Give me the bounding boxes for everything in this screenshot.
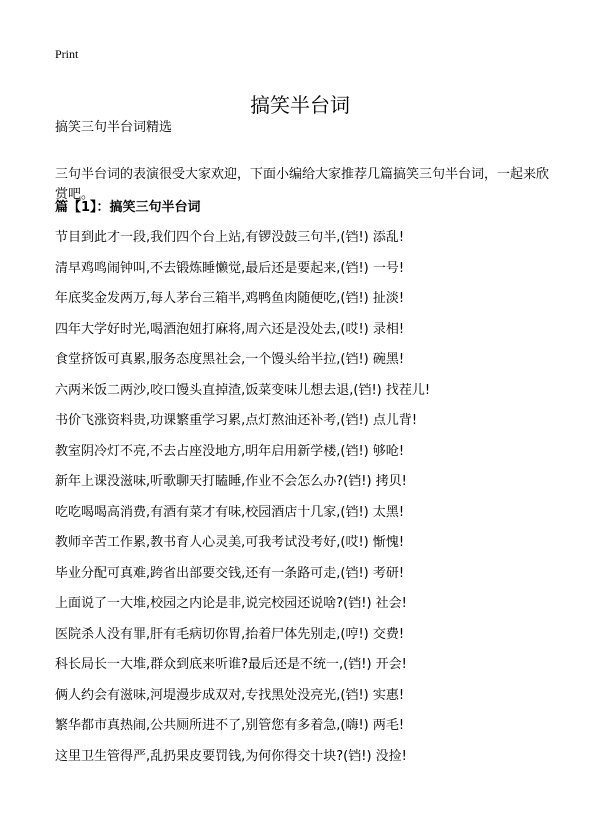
print-label: Print [55, 47, 79, 61]
section-heading: 篇【1】：搞笑三句半台词 [55, 200, 201, 215]
lyric-line: 上面说了一大堆,校园之内论是非,说完校园还说啥?(铛!) 社会! [55, 596, 407, 611]
lyric-line: 书价飞涨资料贵,功课繁重学习累,点灯熬油还补考,(铛!) 点儿背! [55, 413, 418, 428]
lyric-line: 年底奖金发两万,每人茅台三箱半,鸡鸭鱼肉随便吃,(铛!) 扯淡! [55, 291, 405, 306]
lyric-line: 医院杀人没有罪,肝有毛病切你胃,抬着尸体先别走,(哼!) 交费! [55, 626, 405, 642]
lyric-line: 节目到此才一段,我们四个台上站,有锣没鼓三句半,(铛!) 添乱! [55, 230, 405, 245]
lyric-line: 食堂挤饭可真累,服务态度黑社会,一个馒头给半拉,(铛!) 碗黑! [55, 352, 405, 367]
lyric-line: 科长局长一大堆,群众到底来听谁?最后还是不统一,(铛!) 开会! [55, 657, 407, 672]
lyric-line: 毕业分配可真难,跨省出部要交钱,还有一条路可走,(铛!) 考研! [55, 565, 405, 581]
lyric-line: 教师辛苦工作累,教书育人心灵美,可我考试没考好,(哎!) 惭愧! [55, 535, 405, 550]
intro-paragraph: 三句半台词的表演很受大家欢迎，下面小编给大家推荐几篇搞笑三句半台词，一起来欣赏吧。 [55, 167, 550, 202]
lyric-line: 教室阴冷灯不亮,不去占座没地方,明年启用新学楼,(铛!) 够呛! [55, 443, 405, 459]
lyric-line: 俩人约会有滋味,河堤漫步成双对,专找黑处没亮光,(铛!) 实惠! [55, 687, 405, 703]
lyric-list [55, 230, 555, 779]
lyric-line: 吃吃喝喝高消费,有酒有菜才有味,校园酒店十几家,(铛!) 太黑! [55, 504, 405, 520]
lyric-line: 这里卫生管得严,乱扔果皮要罚钱,为何你得交十块?(铛!) 没捡! [55, 748, 407, 764]
lyric-line: 四年大学好时光,喝酒泡妞打麻将,周六还是没处去,(哎!) 录相! [55, 321, 405, 337]
page-title: 搞笑半台词 [250, 93, 350, 118]
lyric-line: 六两米饭二两沙,咬口馒头直掉渣,饭菜变味儿想去退,(铛!) 找茬儿! [55, 382, 431, 398]
subtitle: 搞笑三句半台词精选 [55, 120, 173, 135]
lyric-line: 清早鸡鸣闹钟叫,不去锻炼睡懒觉,最后还是要起来,(铛!) 一号! [55, 260, 405, 276]
lyric-line: 新年上课没滋味,听歌聊天打瞌睡,作业不会怎么办?(铛!) 拷贝! [55, 474, 407, 489]
lyric-line: 繁华都市真热闹,公共厕所进不了,别管您有多着急,(嗨!) 两毛! [55, 718, 405, 733]
